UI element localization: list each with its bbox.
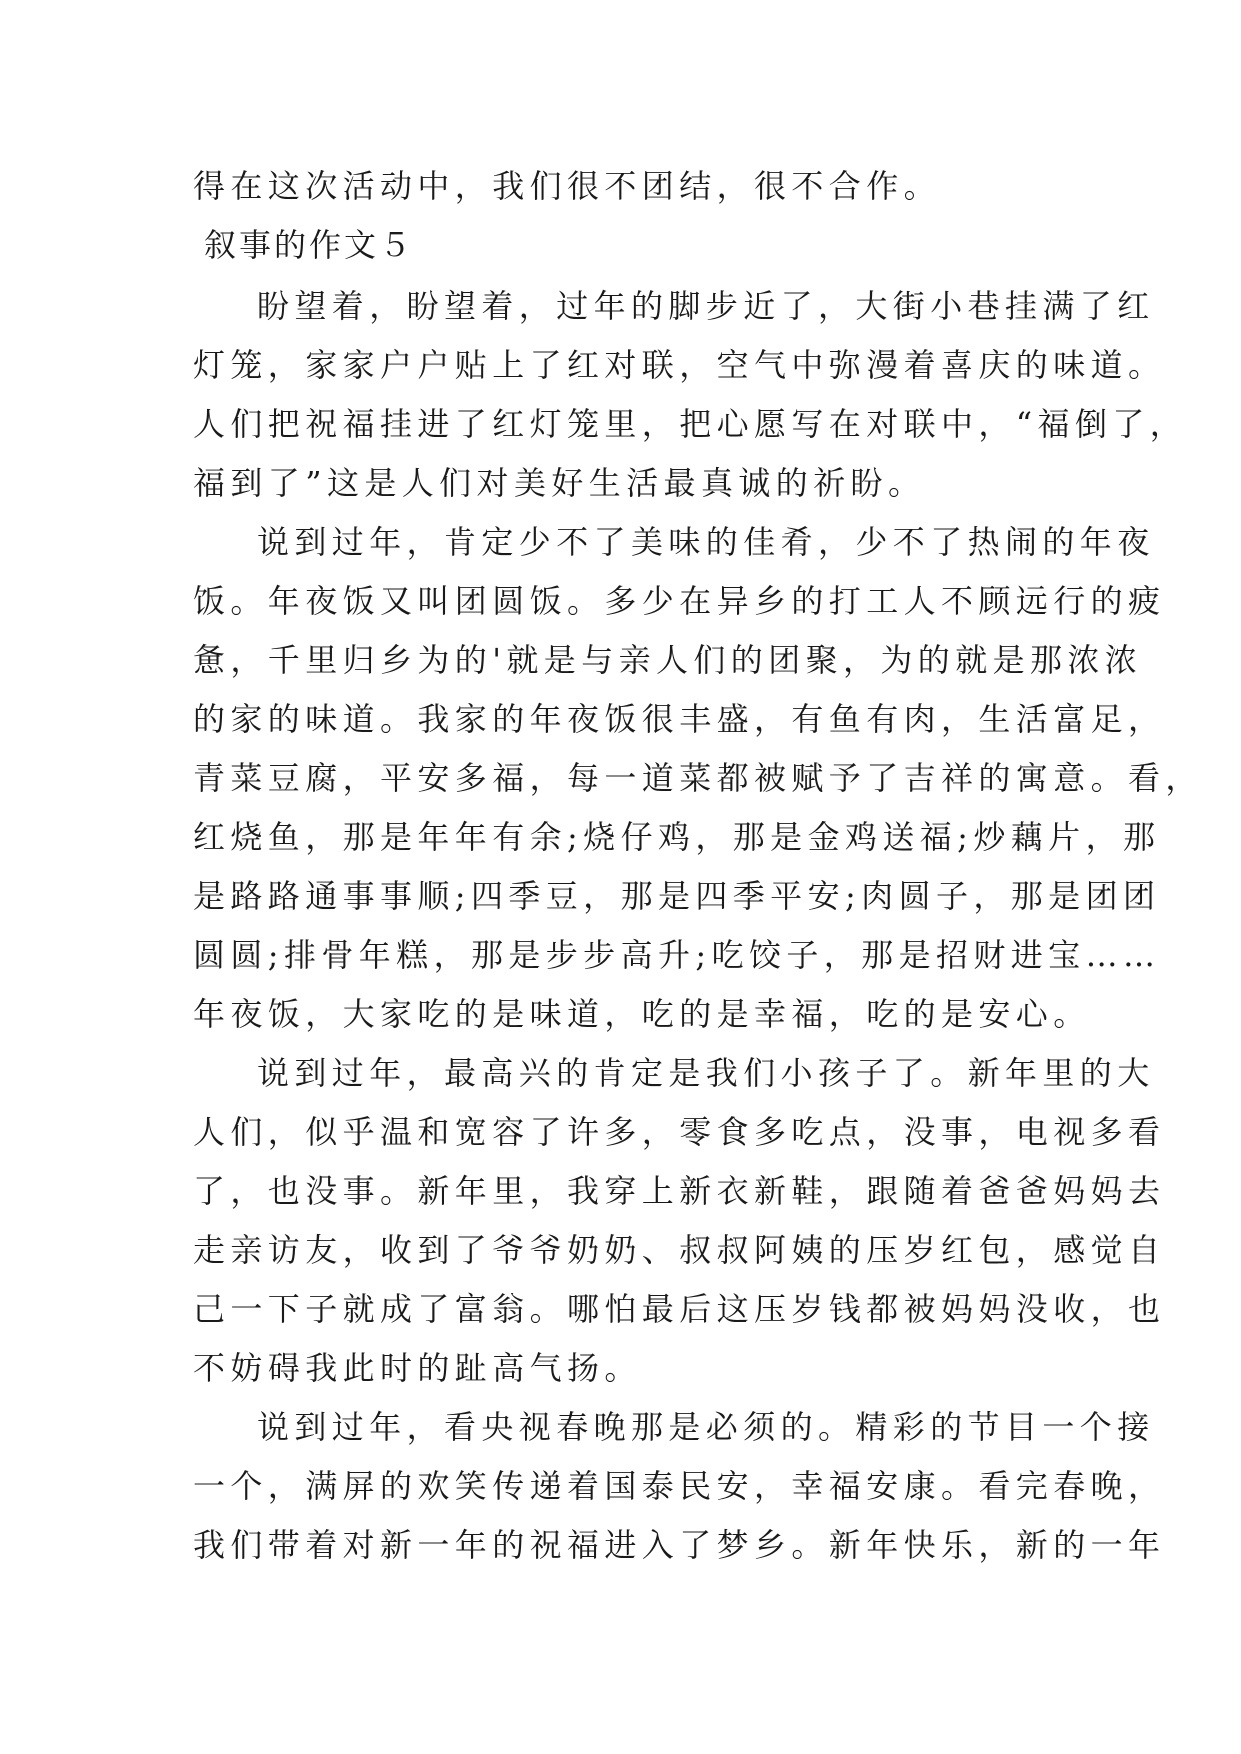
paragraph-2-line-7: 是路路通事事顺;四季豆，那是四季平安;肉圆子，那是团团: [193, 877, 1161, 915]
paragraph-2-line-4: 的家的味道。我家的年夜饭很丰盛，有鱼有肉，生活富足，: [193, 700, 1166, 738]
paragraph-1-line-3: 人们把祝福挂进了红灯笼里，把心愿写在对联中，“福倒了，: [193, 405, 1188, 443]
continuation-line: 得在这次活动中，我们很不团结，很不合作。: [193, 167, 942, 205]
paragraph-3-line-1: 说到过年，最高兴的肯定是我们小孩子了。新年里的大: [257, 1054, 1155, 1092]
paragraph-4-line-2: 一个，满屏的欢笑传递着国泰民安，幸福安康。看完春晚，: [193, 1467, 1166, 1505]
paragraph-2-line-3: 惫，千里归乡为的'就是与亲人们的团聚，为的就是那浓浓: [193, 641, 1143, 679]
paragraph-2-line-9: 年夜饭，大家吃的是味道，吃的是幸福，吃的是安心。: [193, 995, 1091, 1033]
paragraph-1-line-4: 福到了”这是人们对美好生活最真诚的祈盼。: [193, 464, 926, 502]
paragraph-2-line-2: 饭。年夜饭又叫团圆饭。多少在异乡的打工人不顾远行的疲: [193, 582, 1166, 620]
paragraph-3-line-4: 走亲访友，收到了爷爷奶奶、叔叔阿姨的压岁红包，感觉自: [193, 1231, 1166, 1269]
paragraph-1-line-1: 盼望着，盼望着，过年的脚步近了，大街小巷挂满了红: [257, 287, 1155, 325]
paragraph-2-line-8: 圆圆;排骨年糕，那是步步高升;吃饺子，那是招财进宝……: [193, 936, 1161, 974]
paragraph-3-line-3: 了，也没事。新年里，我穿上新衣新鞋，跟随着爸爸妈妈去: [193, 1172, 1166, 1210]
essay-heading: 叙事的作文５: [204, 226, 415, 264]
paragraph-4-line-3: 我们带着对新一年的祝福进入了梦乡。新年快乐，新的一年: [193, 1526, 1166, 1564]
paragraph-3-line-6: 不妨碍我此时的趾高气扬。: [193, 1349, 642, 1387]
paragraph-3-line-2: 人们，似乎温和宽容了许多，零食多吃点，没事，电视多看: [193, 1113, 1166, 1151]
paragraph-3-line-5: 己一下子就成了富翁。哪怕最后这压岁钱都被妈妈没收，也: [193, 1290, 1166, 1328]
paragraph-4-line-1: 说到过年，看央视春晚那是必须的。精彩的节目一个接: [257, 1408, 1155, 1446]
paragraph-2-line-5: 青菜豆腐，平安多福，每一道菜都被赋予了吉祥的寓意。看，: [193, 759, 1203, 797]
paragraph-2-line-1: 说到过年，肯定少不了美味的佳肴，少不了热闹的年夜: [257, 523, 1155, 561]
paragraph-1-line-2: 灯笼，家家户户贴上了红对联，空气中弥漫着喜庆的味道。: [193, 346, 1166, 384]
paragraph-2-line-6: 红烧鱼，那是年年有余;烧仔鸡，那是金鸡送福;炒藕片，那: [193, 818, 1161, 856]
